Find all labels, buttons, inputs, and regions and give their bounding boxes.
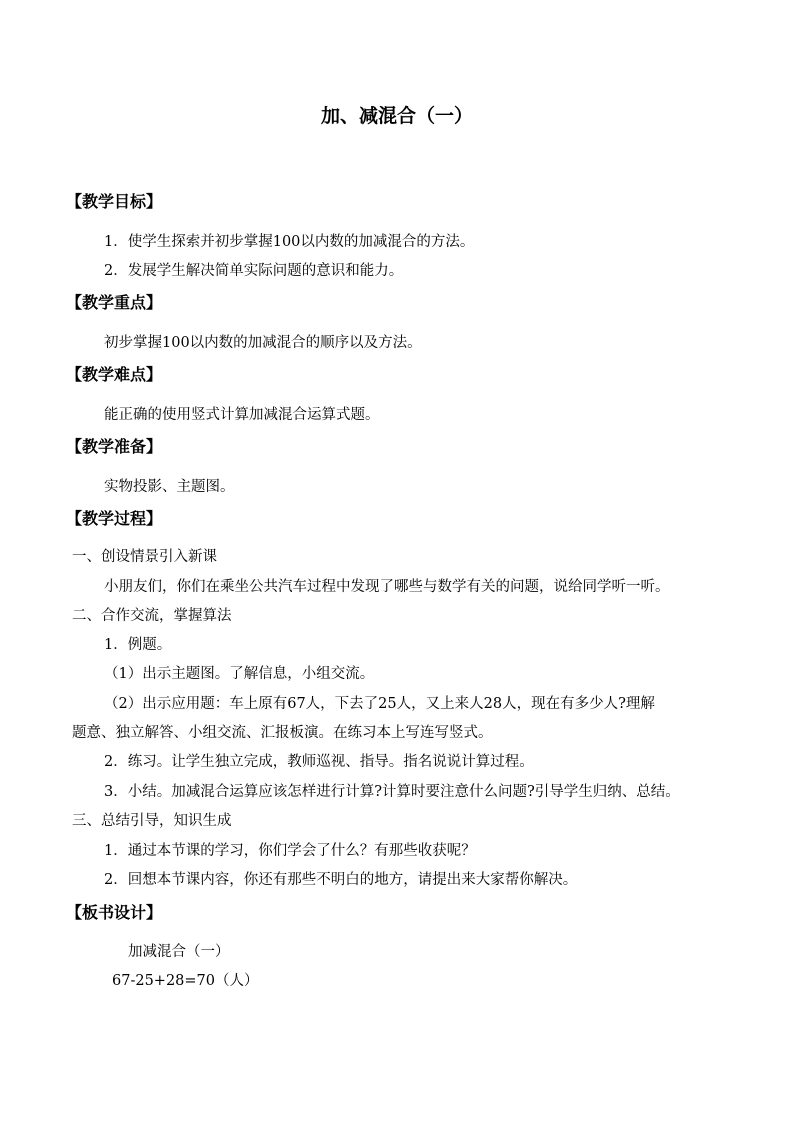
board-line-2: 67-25+28=70（人） — [112, 973, 259, 989]
process-part2-title: 二、合作交流，掌握算法 — [72, 608, 232, 624]
process-part1-text: 小朋友们，你们在乘坐公共汽车过程中发现了哪些与数学有关的问题，说给同学听一听。 — [104, 579, 670, 595]
heading-difficulties: 【教学难点】 — [66, 365, 163, 384]
process-part1-title: 一、创设情景引入新课 — [72, 549, 217, 565]
heading-key-points: 【教学重点】 — [66, 293, 163, 312]
process-part3-item1: 1．通过本节课的学习，你们学会了什么？有那些收获呢？ — [104, 843, 476, 859]
process-part2-step2-line2: 题意、独立解答、小组交流、汇报板演。在练习本上写连写竖式。 — [72, 725, 493, 741]
difficulties-text: 能正确的使用竖式计算加减混合运算式题。 — [104, 407, 380, 423]
document-title: 加、减混合（一） — [320, 105, 473, 127]
heading-process: 【教学过程】 — [66, 509, 163, 528]
key-points-text: 初步掌握100以内数的加减混合的顺序以及方法。 — [104, 335, 422, 351]
preparation-text: 实物投影、主题图。 — [104, 479, 235, 495]
board-line-1: 加减混合（一） — [128, 944, 230, 960]
process-part2-example: 1．例题。 — [104, 637, 172, 653]
process-part3-title: 三、总结引导，知识生成 — [72, 813, 232, 829]
goal-item-1: 1．使学生探索并初步掌握100以内数的加减混合的方法。 — [104, 234, 475, 250]
process-part2-step2-line1: （2）出示应用题：车上原有67人，下去了25人，又上来人28人，现在有多少人?理解 — [104, 696, 655, 712]
process-part2-step1: （1）出示主题图。了解信息，小组交流。 — [104, 666, 375, 682]
heading-teaching-goals: 【教学目标】 — [66, 192, 163, 211]
heading-board-design: 【板书设计】 — [66, 903, 163, 922]
process-part2-practice: 2．练习。让学生独立完成，教师巡视、指导。指名说说计算过程。 — [104, 754, 534, 770]
goal-item-2: 2．发展学生解决简单实际问题的意识和能力。 — [104, 263, 404, 279]
heading-preparation: 【教学准备】 — [66, 437, 163, 456]
process-part2-summary: 3．小结。加减混合运算应该怎样进行计算?计算时要注意什么问题?引导学生归纳、总结。 — [104, 784, 680, 800]
process-part3-item2: 2．回想本节课内容，你还有那些不明白的地方，请提出来大家帮你解决。 — [104, 872, 578, 888]
